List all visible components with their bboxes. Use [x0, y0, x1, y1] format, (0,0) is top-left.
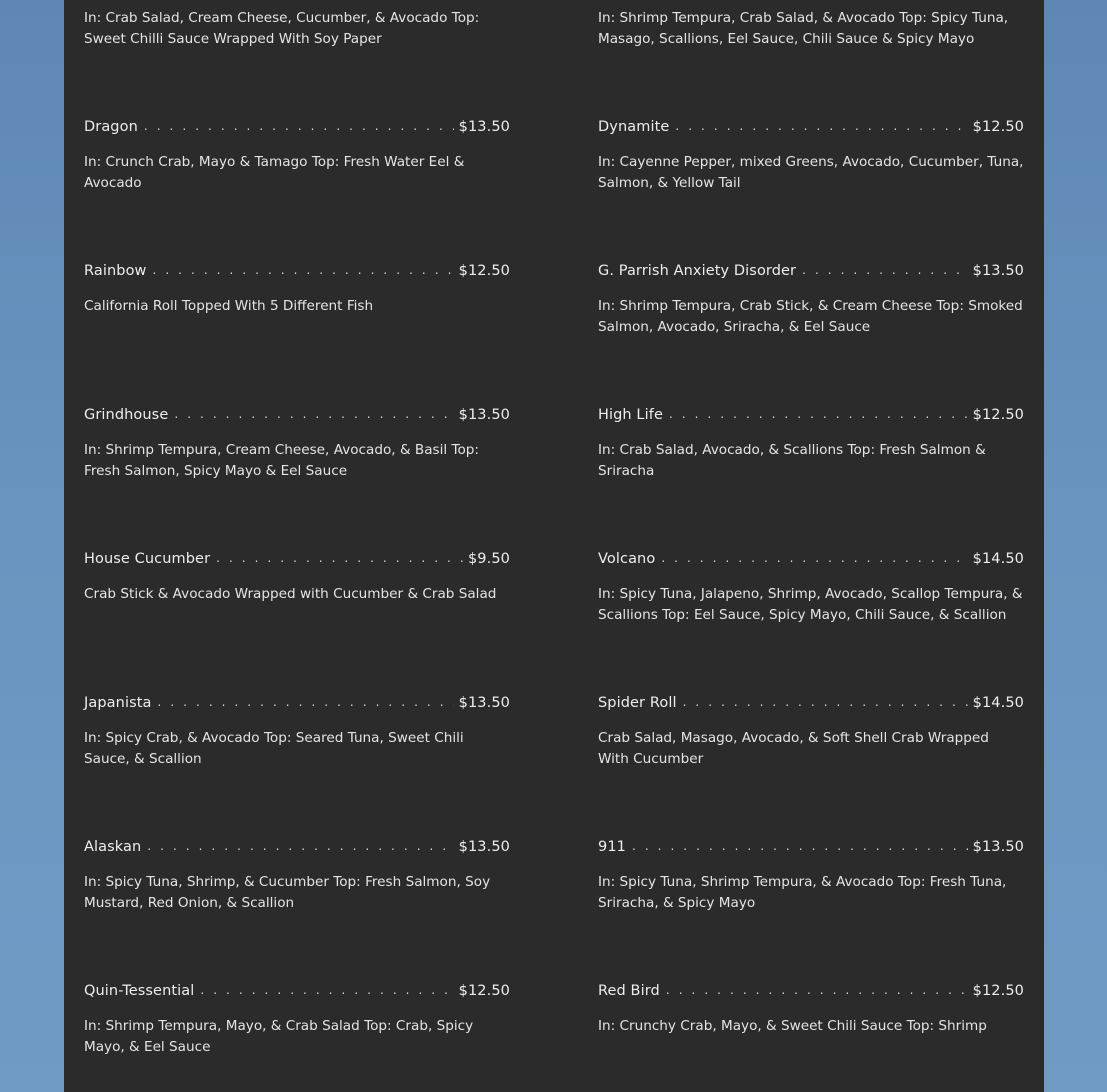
menu-item — [598, 695, 1024, 770]
menu-item — [84, 551, 510, 605]
item-name: Dynamite — [598, 119, 670, 135]
menu-item-header — [598, 119, 1024, 141]
dot-leader — [666, 983, 968, 997]
item-price: $12.50 — [458, 983, 510, 999]
item-name: Grindhouse — [84, 407, 169, 423]
item-description: In: Cayenne Pepper, mixed Greens, Avocado, Cucumber, Tuna, Salmon, & Yellow Tail — [598, 154, 1024, 191]
item-name: 911 — [598, 839, 626, 855]
menu-item-header — [598, 695, 1024, 717]
dot-leader — [661, 551, 967, 565]
item-name: High Life — [598, 407, 663, 423]
item-price: $12.50 — [458, 263, 510, 279]
menu-item — [84, 263, 510, 317]
item-price: $13.50 — [458, 695, 510, 711]
menu-item — [598, 407, 1024, 482]
dot-leader — [216, 551, 463, 565]
dot-leader — [683, 695, 968, 709]
item-description: In: Spicy Tuna, Shrimp Tempura, & Avocado Top: Fresh Tuna, Sriracha, & Spicy Mayo — [598, 874, 1007, 911]
menu-item-header — [598, 407, 1024, 429]
item-price: $14.50 — [972, 551, 1024, 567]
item-name: Volcano — [598, 551, 656, 567]
item-price: $13.50 — [458, 839, 510, 855]
menu-item-header — [598, 839, 1024, 861]
menu-item-header — [84, 119, 510, 141]
menu-item — [598, 119, 1024, 194]
menu-item-header — [84, 695, 510, 717]
item-description: In: Shrimp Tempura, Mayo, & Crab Salad Top: Crab, Spicy Mayo, & Eel Sauce — [84, 1018, 474, 1055]
item-name: Alaskan — [84, 839, 142, 855]
item-description: In: Shrimp Tempura, Crab Salad, & Avocado Top: Spicy Tuna, Masago, Scallions, Eel Sauce, Chili Sauce & Spicy Mayo — [598, 10, 1009, 47]
item-name: Dragon — [84, 119, 138, 135]
menu-item-header — [84, 983, 510, 1005]
menu-item-header — [598, 983, 1024, 1005]
dot-leader — [669, 407, 968, 421]
item-name: Japanista — [84, 695, 152, 711]
item-description: In: Crab Salad, Cream Cheese, Cucumber, & Avocado Top: Sweet Chilli Sauce Wrapped With Soy Paper — [84, 10, 480, 47]
menu-item-header — [84, 263, 510, 285]
menu-panel — [64, 0, 1044, 1092]
menu-item — [598, 839, 1024, 914]
menu-item-header — [84, 839, 510, 861]
item-name: G. Parrish Anxiety Disorder — [598, 263, 797, 279]
dot-leader — [802, 263, 968, 277]
menu-item — [84, 839, 510, 914]
item-description: Crab Salad, Masago, Avocado, & Soft Shell Crab Wrapped With Cucumber — [598, 730, 989, 767]
item-name: Spider Roll — [598, 695, 677, 711]
item-price: $12.50 — [972, 119, 1024, 135]
item-description: In: Shrimp Tempura, Cream Cheese, Avocado, & Basil Top: Fresh Salmon, Spicy Mayo & Eel Sauce — [84, 442, 479, 479]
item-name: Rainbow — [84, 263, 147, 279]
item-price: $12.50 — [972, 407, 1024, 423]
item-description: In: Shrimp Tempura, Crab Stick, & Cream Cheese Top: Smoked Salmon, Avocado, Sriracha, & Eel Sauce — [598, 298, 1023, 335]
dot-leader — [174, 407, 453, 421]
item-description: In: Crunchy Crab, Mayo, & Sweet Chili Sauce Top: Shrimp — [598, 1018, 987, 1034]
item-description: In: Crab Salad, Avocado, & Scallions Top: Fresh Salmon & Sriracha — [598, 442, 986, 479]
item-price: $13.50 — [972, 839, 1024, 855]
menu-item — [84, 407, 510, 482]
item-description: In: Spicy Tuna, Shrimp, & Cucumber Top: Fresh Salmon, Soy Mustard, Red Onion, & Scallion — [84, 874, 491, 911]
item-name: Quin-Tessential — [84, 983, 195, 999]
menu-item — [598, 263, 1024, 338]
item-description: California Roll Topped With 5 Different Fish — [84, 298, 374, 314]
menu-item — [84, 119, 510, 194]
dot-leader — [153, 263, 454, 277]
dot-leader — [675, 119, 967, 133]
dot-leader — [200, 983, 453, 997]
item-price: $13.50 — [458, 407, 510, 423]
item-description: In: Spicy Tuna, Jalapeno, Shrimp, Avocado, Scallop Tempura, & Scallions Top: Eel Sauce, Spicy Mayo, Chili Sauce, & Scallion — [598, 586, 1023, 623]
menu-item — [84, 983, 510, 1058]
dot-leader — [158, 695, 454, 709]
item-price: $9.50 — [467, 551, 510, 567]
item-name: House Cucumber — [84, 551, 211, 567]
menu-item-header — [84, 551, 510, 573]
menu-item-header — [598, 551, 1024, 573]
item-description: Crab Stick & Avocado Wrapped with Cucumber & Crab Salad — [84, 586, 497, 602]
item-price: $13.50 — [458, 119, 510, 135]
menu-item — [598, 983, 1024, 1037]
item-price: $13.50 — [972, 263, 1024, 279]
dot-leader — [144, 119, 454, 133]
dot-leader — [632, 839, 968, 853]
menu-item-header — [598, 263, 1024, 285]
item-name: Red Bird — [598, 983, 660, 999]
item-price: $12.50 — [972, 983, 1024, 999]
item-description: In: Spicy Crab, & Avocado Top: Seared Tuna, Sweet Chili Sauce, & Scallion — [84, 730, 464, 767]
menu-item — [84, 695, 510, 770]
dot-leader — [147, 839, 453, 853]
item-description: In: Crunch Crab, Mayo & Tamago Top: Fresh Water Eel & Avocado — [84, 154, 465, 191]
menu-item — [598, 551, 1024, 626]
menu-item-header — [84, 407, 510, 429]
item-price: $14.50 — [972, 695, 1024, 711]
